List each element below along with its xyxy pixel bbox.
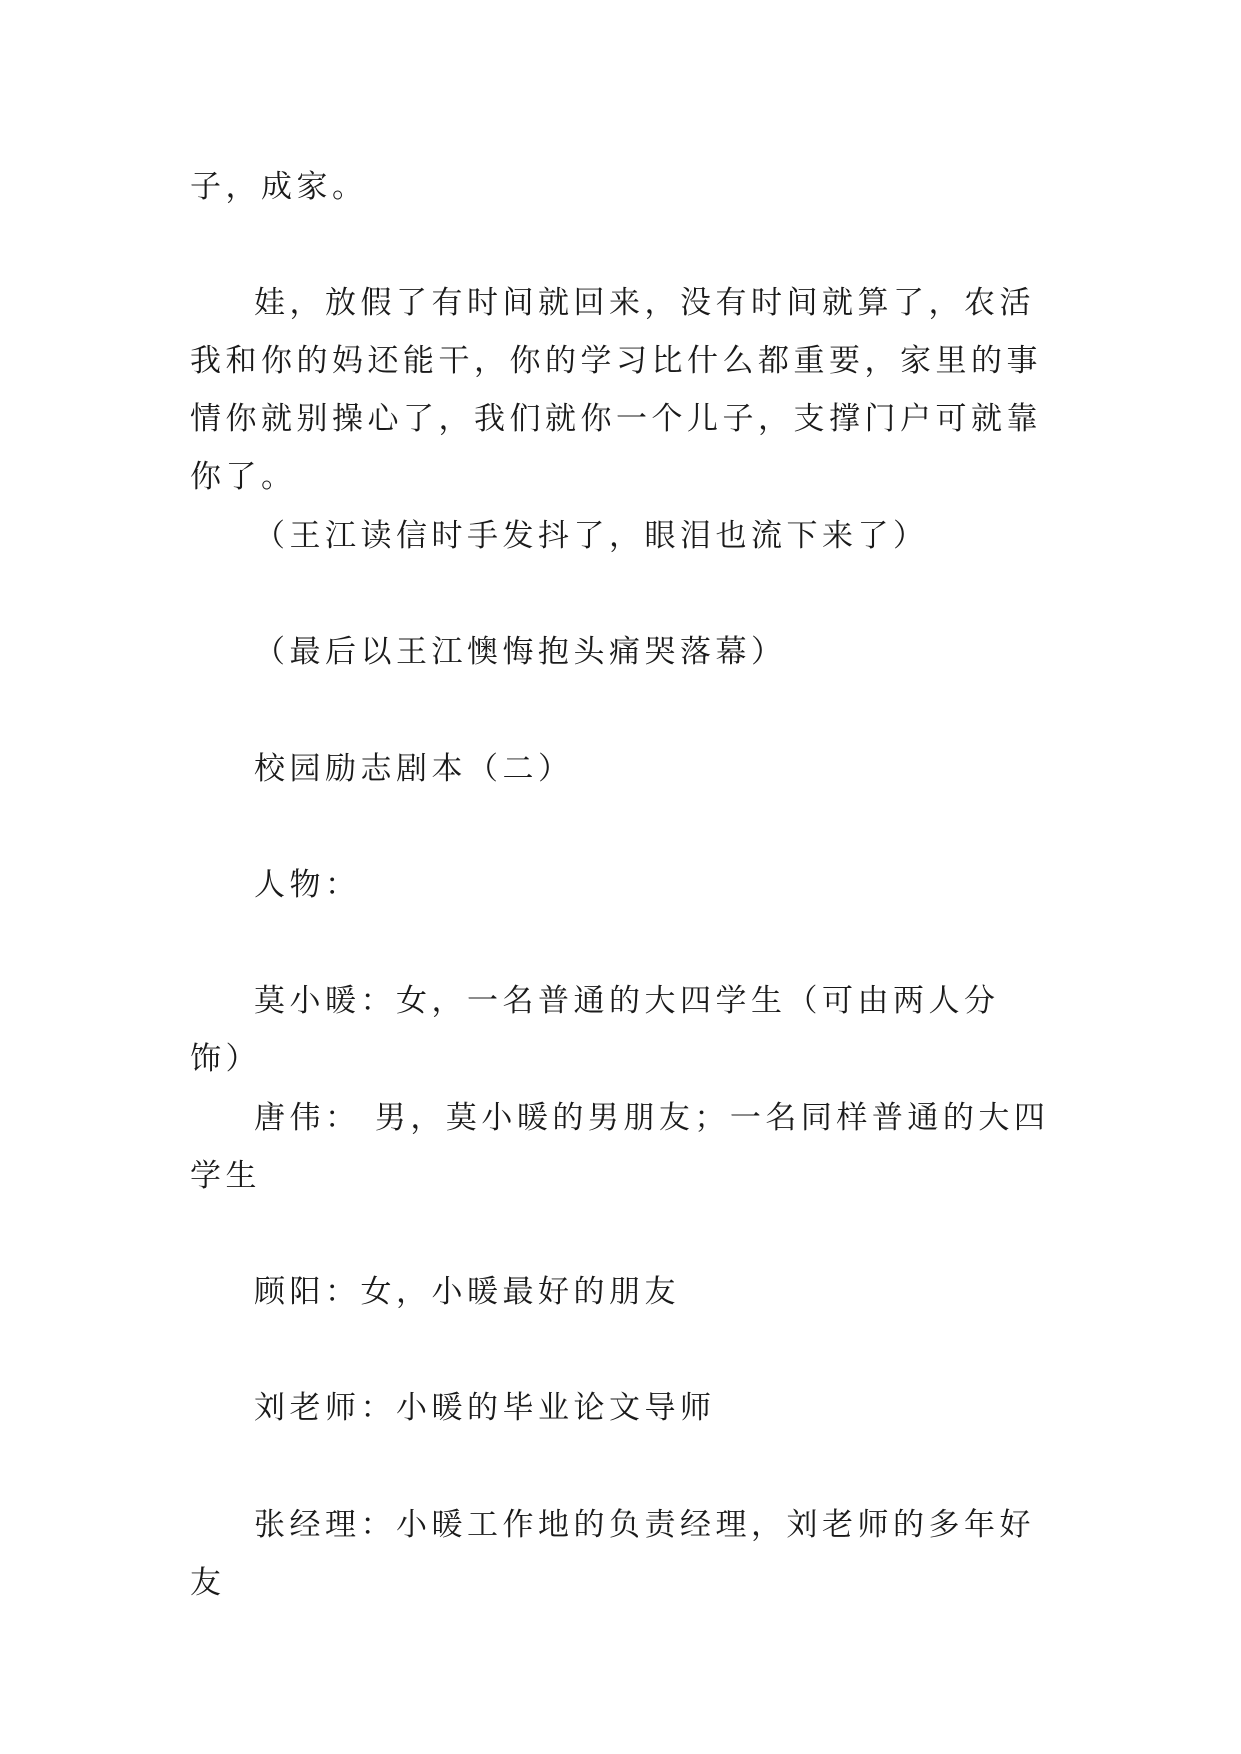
character-entry-mo-xiaonuan: 莫小暖：女，一名普通的大四学生（可由两人分饰）	[190, 983, 1000, 1077]
paragraph-letter: 娃，放假了有时间就回来，没有时间就算了，农活我和你的妈还能干，你的学习比什么都重要，家里的事情你就别操心了，我们就你一个儿子，支撑门户可就靠你了。	[190, 285, 1042, 495]
characters-heading: 人物：	[254, 867, 361, 903]
paragraph-stage-direction-2: （最后以王江懊悔抱头痛哭落幕）	[254, 634, 787, 670]
paragraph-stage-direction-1: （王江读信时手发抖了，眼泪也流下来了）	[254, 518, 929, 554]
section-title: 校园励志剧本（二）	[254, 751, 574, 787]
paragraph-continuation: 子，成家。	[190, 169, 368, 205]
character-entry-tang-wei: 唐伟： 男，莫小暖的男朋友；一名同样普通的大四学生	[190, 1100, 1050, 1194]
character-entry-gu-yang: 顾阳：女，小暖最好的朋友	[254, 1274, 680, 1310]
character-entry-teacher-liu: 刘老师：小暖的毕业论文导师	[254, 1390, 716, 1426]
character-entry-manager-zhang: 张经理：小暖工作地的负责经理，刘老师的多年好友	[190, 1507, 1035, 1601]
